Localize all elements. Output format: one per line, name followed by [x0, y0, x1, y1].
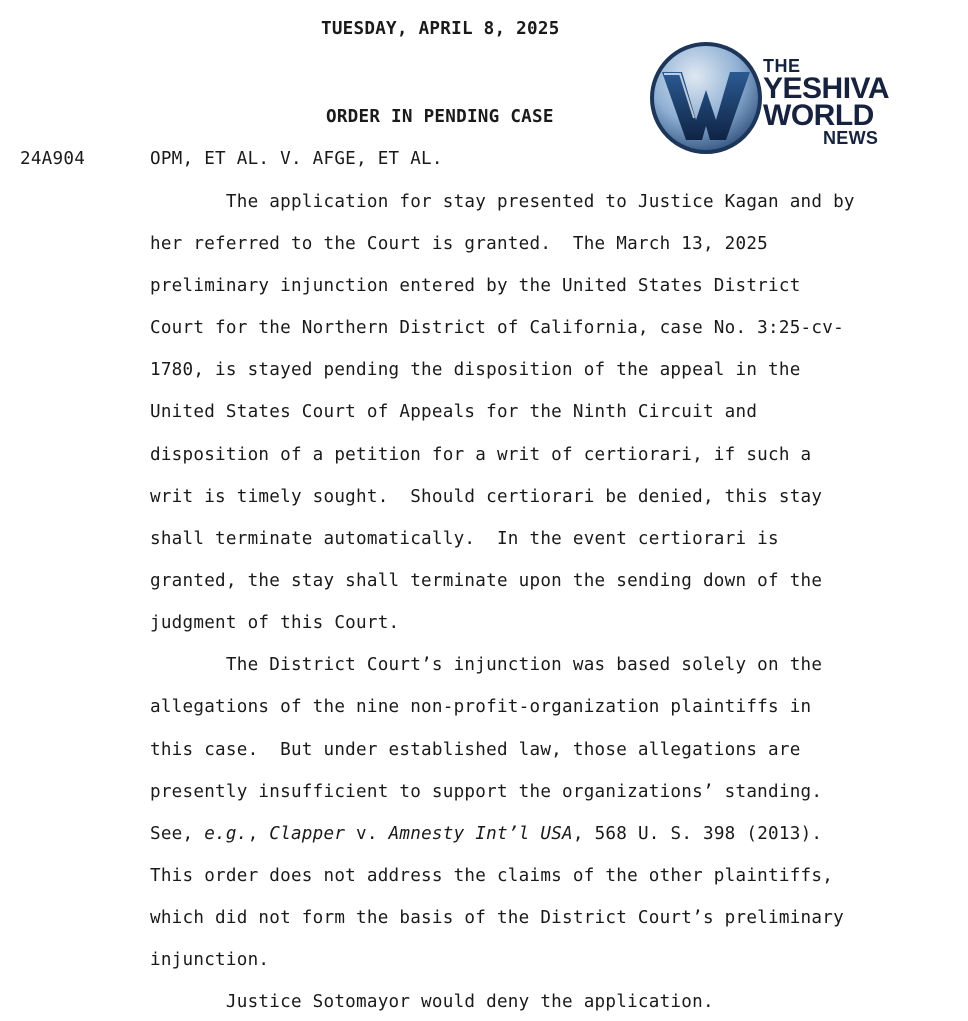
text-line: The application for stay presented to Justice Kagan and by: [150, 192, 855, 212]
order-header-date: TUESDAY, APRIL 8, 2025: [321, 19, 560, 39]
citation-party-2: Amnesty Int’l USA: [388, 824, 573, 844]
citation-eg: e.g.: [204, 824, 248, 844]
case-name: OPM, ET AL. V. AFGE, ET AL.: [150, 149, 443, 169]
text-line: her referred to the Court is granted. The March 13, 2025: [150, 234, 769, 254]
text-line: Court for the Northern District of California, case No. 3:25-cv-: [150, 318, 844, 338]
text-line: shall terminate automatically. In the event certiorari is: [150, 529, 779, 549]
dissent-note: Justice Sotomayor would deny the application.: [150, 992, 714, 1012]
text-line: injunction.: [150, 950, 270, 970]
text-line: presently insufficient to support the organizations’ standing.: [150, 782, 823, 802]
text-line: this case. But under established law, those allegations are: [150, 740, 801, 760]
logo: [650, 42, 895, 160]
text-line: which did not form the basis of the District Court’s preliminary: [150, 908, 844, 928]
text-line: allegations of the nine non-profit-organization plaintiffs in: [150, 697, 812, 717]
logo-text-world: WORLD: [763, 99, 874, 132]
citation-comma: ,: [247, 824, 270, 844]
text-line: preliminary injunction entered by the United States District: [150, 276, 801, 296]
citation-v: v.: [345, 824, 389, 844]
citation-see: See,: [150, 824, 205, 844]
order-title: ORDER IN PENDING CASE: [326, 107, 554, 127]
text-line: writ is timely sought. Should certiorari be denied, this stay: [150, 487, 823, 507]
text-line: United States Court of Appeals for the Ninth Circuit and: [150, 402, 758, 422]
logo-text-yeshiva: YESHIVA: [763, 72, 889, 105]
logo-text-news: NEWS: [823, 128, 879, 148]
text-line: The District Court’s injunction was based solely on the: [150, 655, 823, 675]
citation-party-1: Clapper: [269, 824, 346, 844]
text-line: granted, the stay shall terminate upon the sending down of the: [150, 571, 823, 591]
yeshiva-world-news-logo-icon: [650, 42, 762, 154]
logo-text-the: THE: [763, 56, 801, 76]
text-line: disposition of a petition for a writ of certiorari, if such a: [150, 445, 812, 465]
docket-number: 24A904: [20, 149, 86, 169]
text-line: 1780, is stayed pending the disposition of the appeal in the: [150, 360, 801, 380]
text-line: judgment of this Court.: [150, 613, 400, 633]
citation-line: [150, 824, 822, 844]
citation-reporter: , 568 U. S. 398 (2013).: [572, 824, 823, 844]
text-line: This order does not address the claims of the other plaintiffs,: [150, 866, 834, 886]
